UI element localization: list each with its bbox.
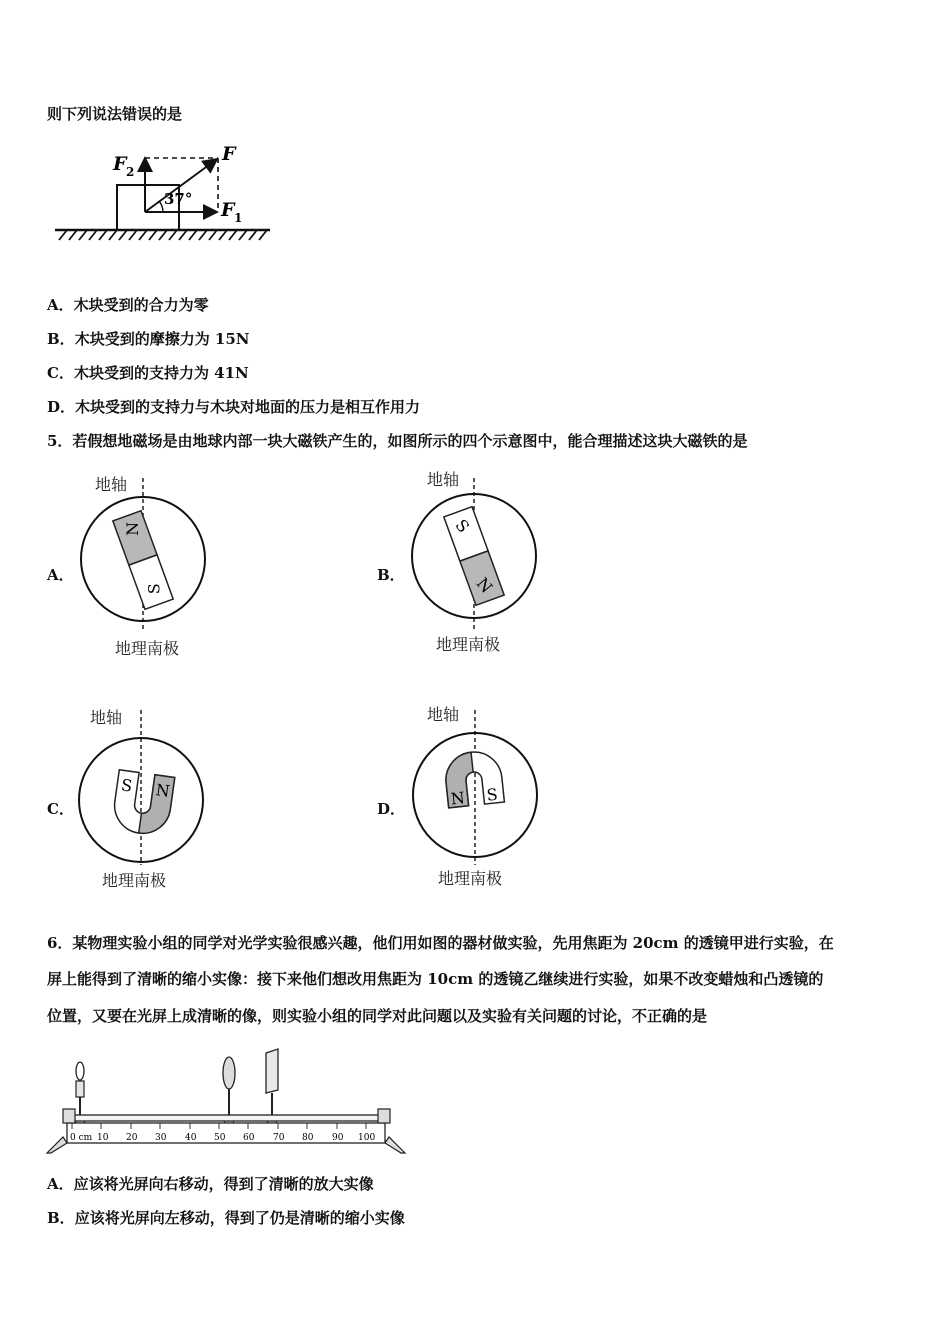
q6-option-b: B．应该将光屏向左移动，得到了仍是清晰的缩小实像 — [47, 1209, 405, 1227]
pole-label-c: 地理南极 — [102, 871, 167, 890]
pole-label-d: 地理南极 — [438, 869, 503, 888]
f-label: F — [222, 143, 236, 165]
axis-label-d: 地轴 — [427, 705, 460, 724]
magnet-c-right: N — [154, 780, 172, 801]
tick-50: 50 — [214, 1133, 226, 1143]
q5-stem: 5．若假想地磁场是由地球内部一块大磁铁产生的，如图所示的四个示意图中，能合理描述这块大磁铁的是 — [47, 432, 748, 450]
tick-90: 90 — [332, 1133, 344, 1143]
q5-option-d-label: D． — [377, 800, 406, 818]
f2-label: F — [113, 153, 127, 175]
convex-lens — [223, 1057, 235, 1117]
tick-40: 40 — [185, 1133, 197, 1143]
tick-70: 70 — [273, 1133, 285, 1143]
force-diagram — [55, 140, 275, 245]
magnet-d-left: N — [449, 788, 466, 809]
q4-option-d: D．木块受到的支持力与木块对地面的压力是相互作用力 — [47, 398, 421, 416]
tick-30: 30 — [155, 1133, 167, 1143]
f2-subscript: 2 — [126, 165, 135, 179]
intro-line: 则下列说法错误的是 — [47, 105, 183, 123]
q6-option-a: A．应该将光屏向右移动，得到了清晰的放大实像 — [47, 1175, 374, 1193]
earth-diagram-b — [409, 470, 539, 630]
q5-option-c-label: C． — [47, 800, 74, 818]
q6-stem-line1: 6．某物理实验小组的同学对光学实验很感兴趣，他们用如图的器材做实验，先用焦距为 20cm 的透镜甲进行实验，在 — [47, 934, 834, 952]
magnet-c-left: S — [119, 775, 134, 796]
tick-60: 60 — [243, 1133, 255, 1143]
q4-option-c: C．木块受到的支持力为 41N — [47, 364, 249, 382]
magnet-d-right: S — [485, 784, 499, 805]
angle-label: 37° — [164, 190, 193, 208]
q6-stem-line2: 屏上能得到了清晰的缩小实像：接下来他们想改用焦距为 10cm 的透镜乙继续进行实验，如果不改变蜡烛和凸透镜的 — [47, 970, 824, 988]
axis-label-a: 地轴 — [95, 475, 128, 494]
q5-option-b-label: B． — [377, 566, 405, 584]
q5-option-a-label: A． — [47, 566, 74, 584]
optical-bench — [45, 1045, 415, 1160]
tick-10: 10 — [97, 1133, 109, 1143]
pole-label-b: 地理南极 — [436, 635, 501, 654]
magnet-a-bottom: S — [144, 583, 164, 595]
f1-subscript: 1 — [234, 211, 243, 225]
tick-80: 80 — [302, 1133, 314, 1143]
magnet-b-bottom: N — [472, 573, 497, 597]
q4-option-a: A．木块受到的合力为零 — [47, 296, 209, 314]
tick-20: 20 — [126, 1133, 138, 1143]
magnet-a-top: N — [123, 521, 143, 536]
magnet-b-top: S — [451, 515, 474, 537]
candle — [76, 1062, 84, 1117]
q4-option-b: B．木块受到的摩擦力为 15N — [47, 330, 250, 348]
light-screen — [266, 1049, 278, 1117]
f1-label: F — [221, 199, 235, 221]
earth-diagram-d — [410, 705, 540, 865]
q6-stem-line3: 位置，又要在光屏上成清晰的像，则实验小组的同学对此问题以及实验有关问题的讨论，不正确的是 — [47, 1007, 708, 1025]
earth-diagram-c — [78, 705, 208, 865]
earth-diagram-a — [78, 470, 208, 630]
pole-label-a: 地理南极 — [115, 639, 180, 658]
axis-label-b: 地轴 — [427, 470, 460, 489]
axis-label-c: 地轴 — [90, 708, 123, 727]
tick-0: 0 cm — [70, 1133, 93, 1143]
tick-100: 100 — [358, 1133, 376, 1143]
